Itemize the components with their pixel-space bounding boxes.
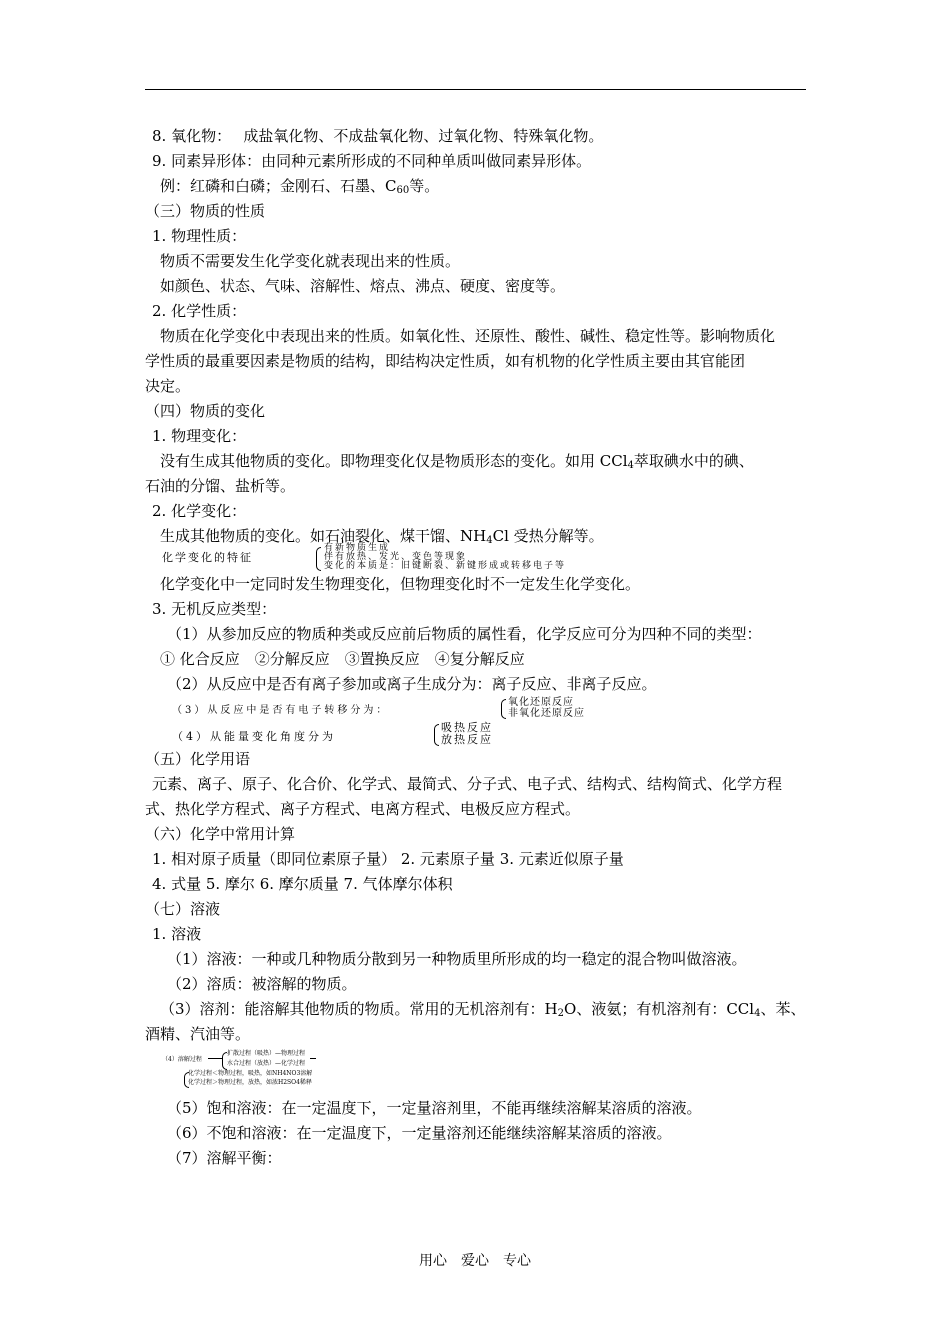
paragraph-line: 生成其他物质的变化。如石油裂化、煤干馏、$NH_4Cl$ 受热分解等。	[160, 527, 604, 546]
connector-line	[208, 1058, 222, 1059]
paragraph-line: 物质不需要发生化学变化就表现出来的性质。	[160, 252, 461, 270]
section-heading-4: （四）物质的变化	[145, 402, 266, 420]
item-solution: 1. 溶液	[152, 925, 202, 943]
paragraph-line: （3）溶剂：能溶解其他物质的物质。常用的无机溶剂有：$H_2O$、液氨；有机溶剂有：CCl$_4$、苯、	[160, 1000, 806, 1019]
paragraph-line: 没有生成其他物质的变化。即物理变化仅是物质形态的变化。如用 CCl$_4$萃取碘水中的碘、	[160, 452, 754, 471]
item-chemical-change: 2. 化学变化：	[152, 502, 247, 520]
paragraph-line: （2）溶质：被溶解的物质。	[167, 975, 357, 993]
item-reaction-types: 3. 无机反应类型：	[152, 600, 277, 618]
header-rule	[145, 89, 806, 90]
item-physical-change: 1. 物理变化：	[152, 427, 247, 445]
paragraph-line: （2）从反应中是否有离子参加或离子生成分为：离子反应、非离子反应。	[167, 675, 657, 693]
item-oxides: 8. 氧化物： 成盐氧化物、不成盐氧化物、过氧化物、特殊氧化物。	[152, 127, 604, 145]
paragraph-line: 学性质的最重要因素是物质的结构，即结构决定性质，如有机物的化学性质主要由其官能团	[145, 352, 746, 370]
paragraph-line: 式、热化学方程式、离子方程式、电离方程式、电极反应方程式。	[145, 800, 581, 818]
paragraph-line: 决定。	[145, 377, 191, 395]
paragraph-line: 如颜色、状态、气味、溶解性、熔点、沸点、硬度、密度等。	[160, 277, 566, 295]
calculation-list: 1. 相对原子质量（即同位素原子量） 2. 元素原子量 3. 元素近似原子量	[152, 850, 624, 868]
section-heading-5: （五）化学用语	[145, 750, 251, 768]
paragraph-line: 化学变化中一定同时发生物理变化，但物理变化时不一定发生化学变化。	[160, 575, 641, 593]
connector-line	[310, 1058, 316, 1059]
page-footer: 用心 爱心 专心	[419, 1253, 531, 1269]
paragraph-line: （5）饱和溶液：在一定温度下，一定量溶剂里，不能再继续溶解某溶质的溶液。	[167, 1099, 702, 1117]
calculation-list: 4. 式量 5. 摩尔 6. 摩尔质量 7. 气体摩尔体积	[152, 875, 453, 893]
item-physical-properties: 1. 物理性质：	[152, 227, 247, 245]
allotrope-example: 例：红磷和白磷；金刚石、石墨、$C_{60}$等。	[160, 177, 440, 196]
brace	[316, 547, 321, 571]
reaction-type-list: ① 化合反应 ②分解反应 ③置换反应 ④复分解反应	[160, 650, 525, 668]
paragraph-line: 物质在化学变化中表现出来的性质。如氧化性、还原性、酸性、碱性、稳定性等。影响物质化	[160, 327, 776, 345]
paragraph-line: 元素、离子、原子、化合价、化学式、最简式、分子式、电子式、结构式、结构简式、化学方程	[152, 775, 783, 793]
section-heading-6: （六）化学中常用计算	[145, 825, 296, 843]
item-allotropes: 9. 同素异形体：由同种元素所形成的不同种单质叫做同素异形体。	[152, 152, 592, 170]
item-chemical-properties: 2. 化学性质：	[152, 302, 247, 320]
section-heading-3: （三）物质的性质	[145, 202, 266, 220]
paragraph-line: （7）溶解平衡：	[167, 1149, 282, 1167]
paragraph-line: 石油的分馏、盐析等。	[145, 477, 296, 495]
paragraph-line: （6）不饱和溶液：在一定温度下，一定量溶剂还能继续溶解某溶质的溶液。	[167, 1124, 672, 1142]
brace	[501, 699, 506, 719]
paragraph-line: （1）从参加反应的物质种类或反应前后物质的属性看，化学反应可分为四种不同的类型：	[167, 625, 762, 643]
brace	[434, 724, 439, 746]
paragraph-line: （1）溶液：一种或几种物质分散到另一种物质里所形成的均一稳定的混合物叫做溶液。	[167, 950, 747, 968]
paragraph-line: 酒精、汽油等。	[145, 1025, 251, 1043]
section-heading-7: （七）溶液	[145, 900, 221, 918]
